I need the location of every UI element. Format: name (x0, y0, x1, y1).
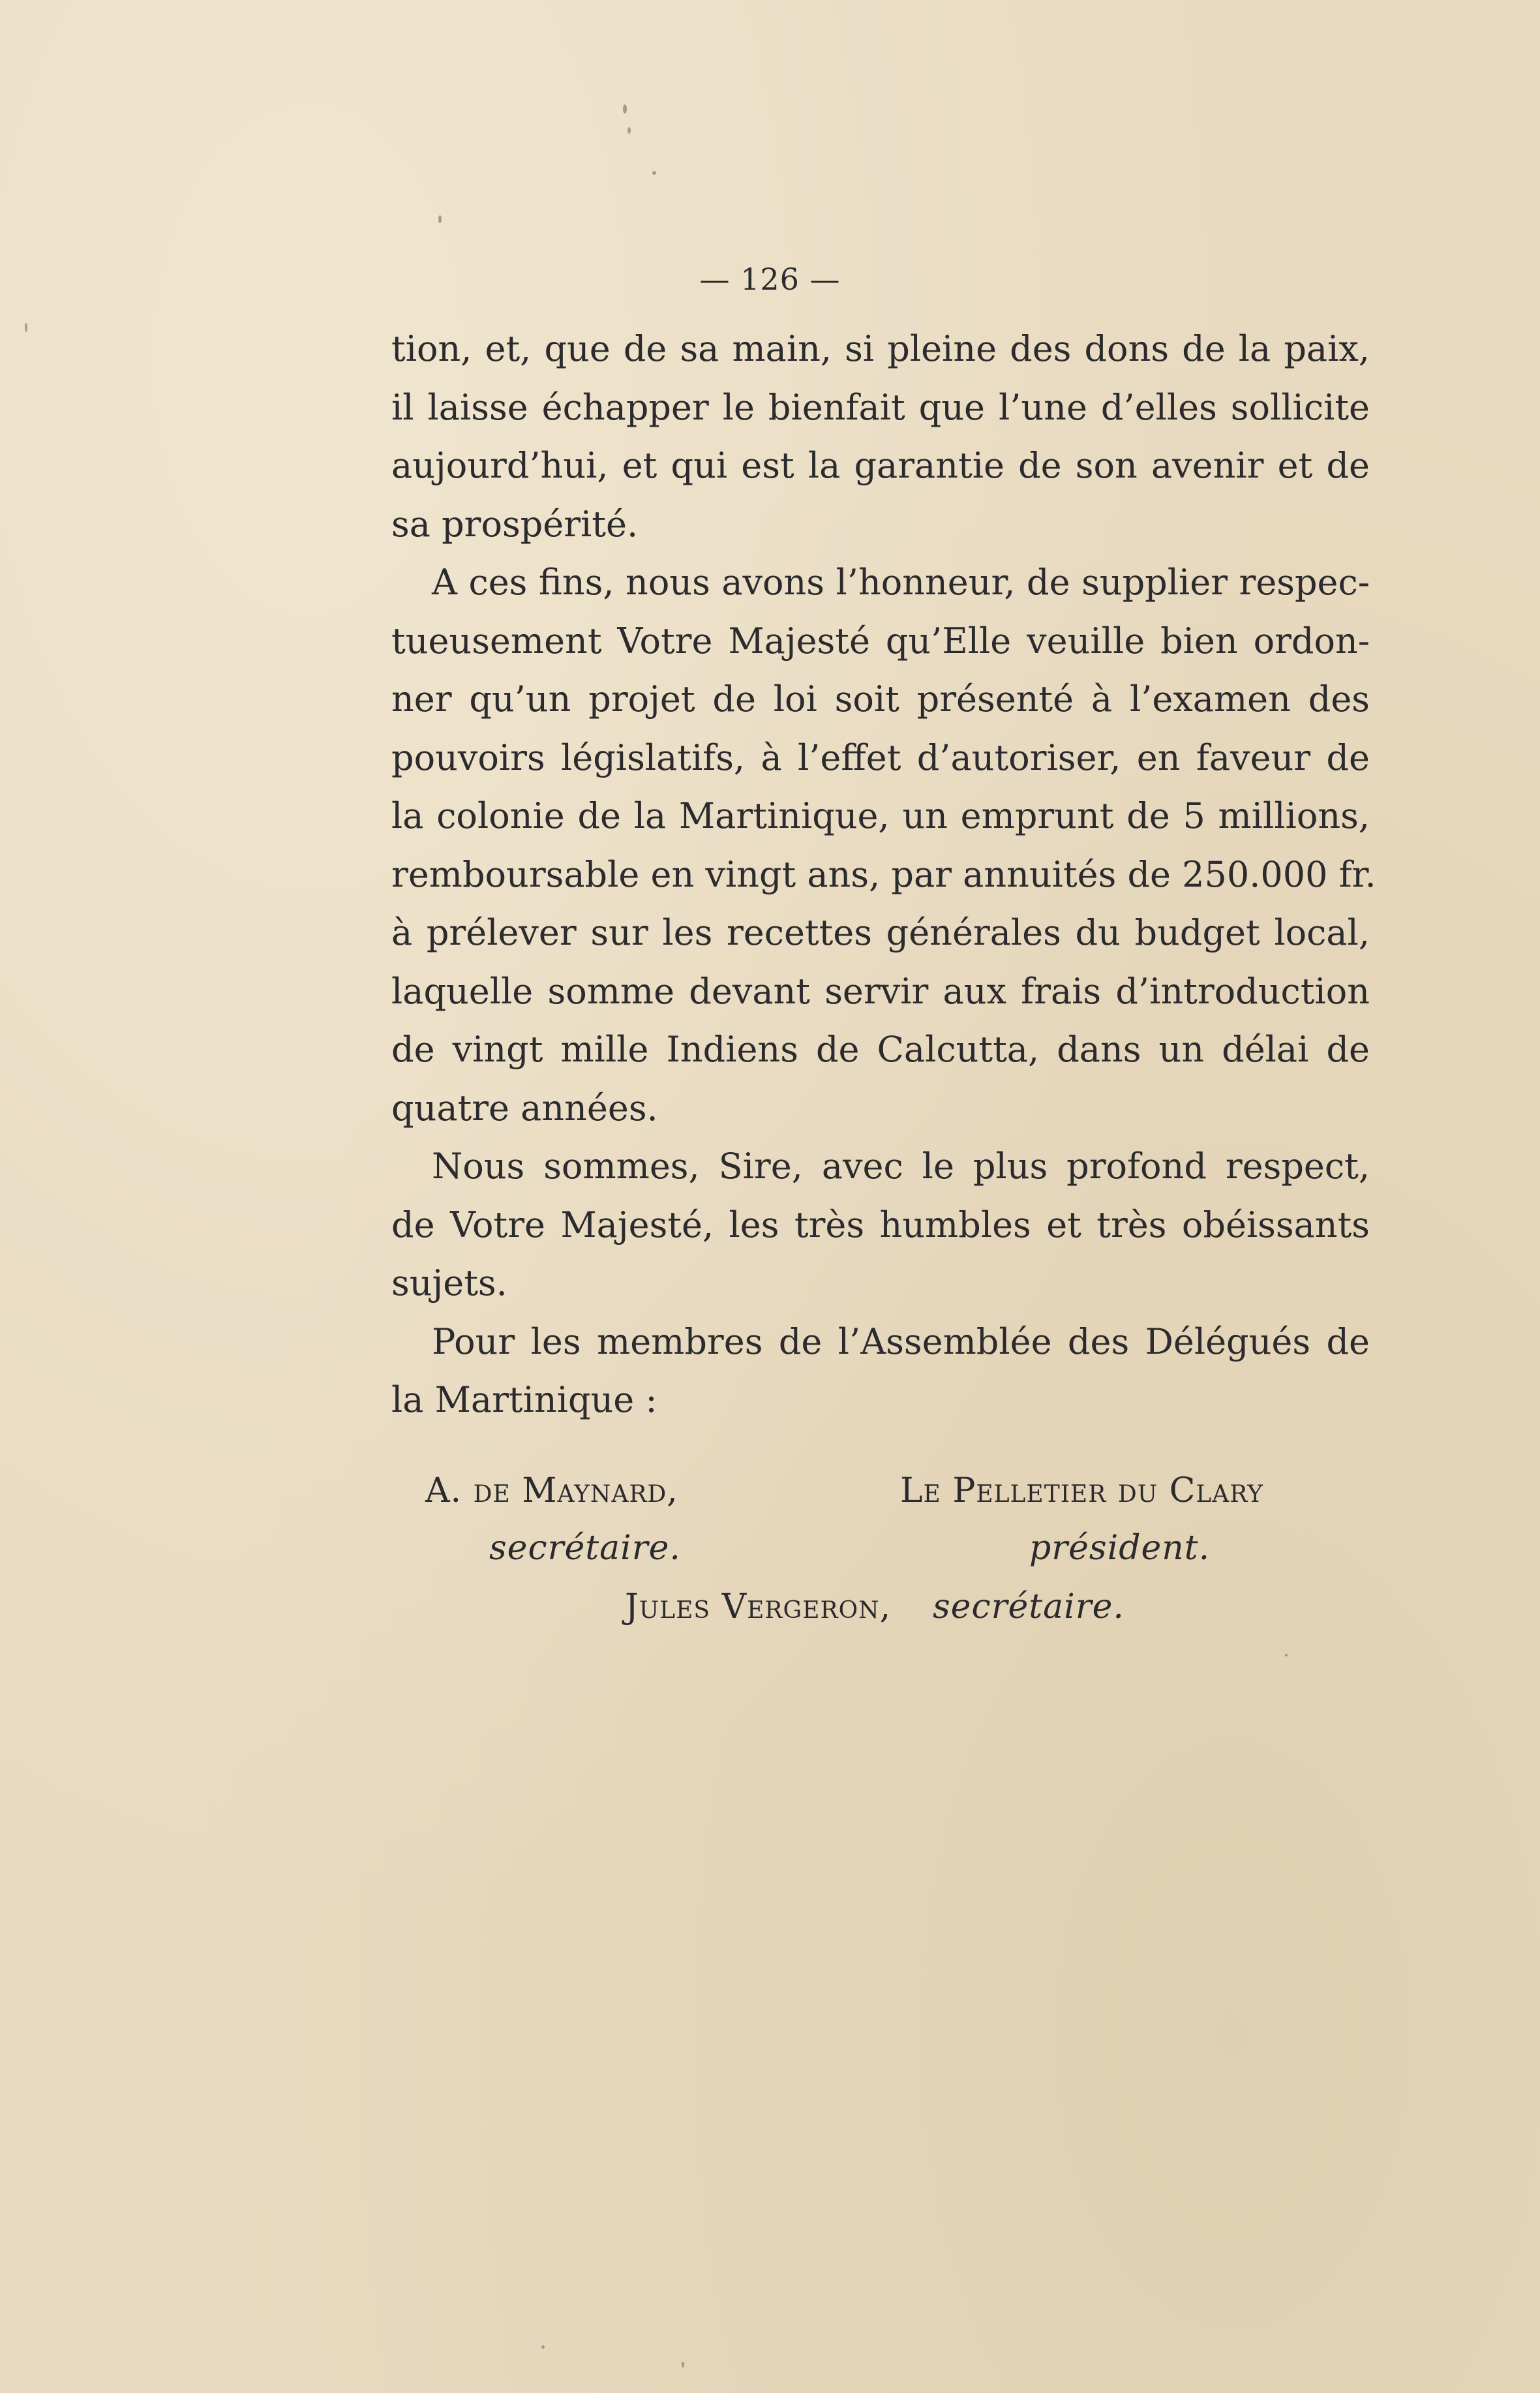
text-line: de vingt mille Indiens de Calcutta, dans un délai de (391, 1029, 1370, 1070)
text-line: tion, et, que de sa main, si pleine des dons de la paix, (391, 328, 1370, 369)
signatory-role-right: président. (1029, 1529, 1211, 1568)
paper-speck (682, 2362, 684, 2368)
paper-speck (541, 2345, 545, 2349)
paper-speck (652, 171, 656, 175)
text-line: pouvoirs législatifs, à l’effet d’autoriser, en faveur de (391, 737, 1370, 778)
signatory-role-left: secrétaire. (489, 1529, 681, 1568)
text-line: Nous sommes, Sire, avec le plus profond respect, (432, 1146, 1370, 1187)
page-number: — 126 — (699, 262, 841, 297)
text-line: aujourd’hui, et qui est la garantie de son avenir et de (391, 445, 1370, 486)
text-line: sujets. (391, 1262, 507, 1303)
paper-speck (25, 323, 27, 332)
text-line: ner qu’un projet de loi soit présenté à l’examen des (391, 678, 1370, 720)
text-line: il laisse échapper le bienfait que l’une d’elles sollicite (391, 386, 1370, 428)
signatory-name-right: Le Pelletier du Clary (900, 1471, 1264, 1510)
text-line: Pour les membres de l’Assemblée des Délégués de (432, 1320, 1370, 1362)
paper-speck (627, 127, 631, 134)
text-line: la colonie de la Martinique, un emprunt de 5 millions, (391, 795, 1370, 836)
text-line: A ces fins, nous avons l’honneur, de supplier respec- (432, 562, 1370, 603)
text-line: tueusement Votre Majesté qu’Elle veuille bien ordon- (391, 620, 1370, 662)
text-line: à prélever sur les recettes générales du budget local, (391, 912, 1370, 953)
text-line: quatre années. (391, 1087, 658, 1129)
paper-speck (623, 104, 627, 114)
signatory-name-left: A. de Maynard, (425, 1471, 678, 1510)
text-line: la Martinique : (391, 1379, 657, 1420)
text-line: remboursable en vingt ans, par annuités de 250.000 fr. (391, 853, 1376, 895)
text-line: laquelle somme devant servir aux frais d’introduction (391, 970, 1370, 1012)
signatory-role-bottom: secrétaire. (933, 1587, 1125, 1626)
text-line: de Votre Majesté, les très humbles et très obéissants (391, 1204, 1370, 1245)
paper-speck (438, 215, 442, 223)
signatory-name-bottom: Jules Vergeron, (625, 1587, 892, 1626)
text-line: sa prospérité. (391, 503, 639, 545)
body-text (391, 320, 1376, 1429)
signature-block (391, 1471, 1370, 1667)
